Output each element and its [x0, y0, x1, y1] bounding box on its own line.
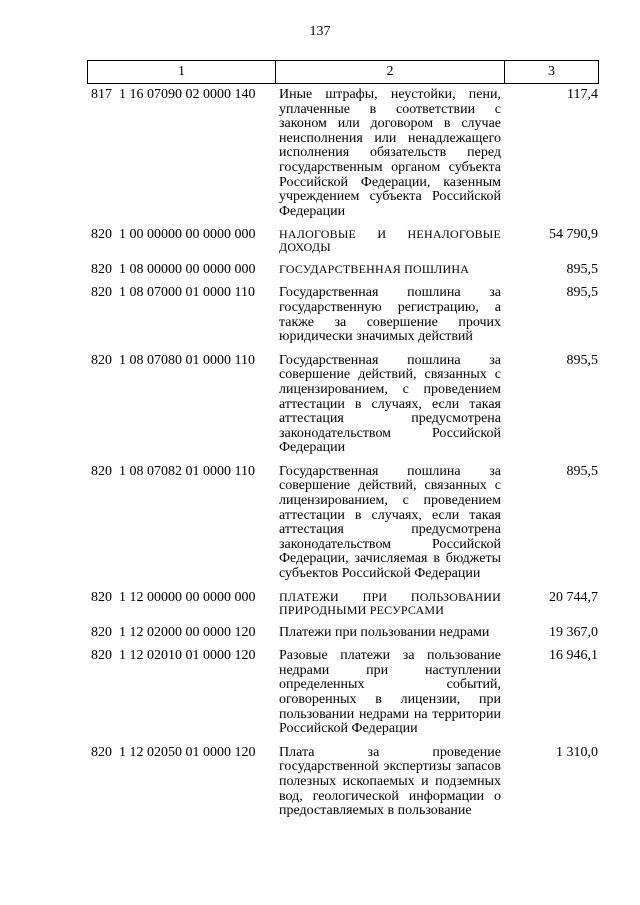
budget-code: 1 12 00000 00 0000 000	[119, 589, 256, 605]
budget-code: 1 08 07000 01 0000 110	[119, 285, 255, 301]
code-cell	[87, 649, 275, 737]
code-cell	[87, 626, 275, 641]
budget-code: 1 12 02050 01 0000 120	[119, 744, 256, 760]
income-name: Государственная пошлина за государственную регистрацию, а также за совершение прочих юридически значимых действий	[279, 285, 501, 345]
amount-cell: 895,5	[566, 262, 598, 278]
code-cell	[87, 286, 275, 344]
admin-code: 820	[91, 648, 112, 664]
admin-code: 820	[91, 227, 112, 243]
table-row	[87, 286, 599, 344]
table-body	[87, 88, 599, 828]
amount-cell: 895,5	[566, 352, 598, 368]
budget-code: 1 16 07090 02 0000 140	[119, 87, 256, 102]
income-name: Государственная пошлина за совершение действий, связанных с лицензированием, с проведением аттестации в случаях, если такая аттестация предусмотрена законодательством Российской Федерации, зачисляемая в бюджеты субъектов Российской Федерации	[279, 463, 501, 582]
code-cell	[87, 228, 275, 254]
code-cell	[87, 591, 275, 617]
code-cell	[87, 88, 275, 219]
amount-cell: 20 744,7	[549, 589, 598, 605]
code-cell	[87, 263, 275, 277]
income-name: Платежи при пользовании недрами	[279, 624, 490, 640]
amount-cell: 895,5	[566, 285, 598, 301]
table-header	[87, 60, 599, 84]
amount-cell: 54 790,9	[549, 227, 598, 243]
amount-cell: 895,5	[566, 463, 598, 479]
income-name: ПЛАТЕЖИ ПРИ ПОЛЬЗОВАНИИ ПРИРОДНЫМИ РЕСУРСАМИ	[279, 589, 501, 617]
table-row	[87, 263, 599, 277]
table-row	[87, 228, 599, 254]
table-row	[87, 591, 599, 617]
table-row	[87, 465, 599, 582]
header-col-2: 2	[276, 61, 505, 83]
budget-code: 1 00 00000 00 0000 000	[119, 227, 256, 243]
admin-code: 820	[91, 589, 112, 605]
header-col-3: 3	[548, 64, 555, 79]
admin-code: 820	[91, 744, 112, 760]
budget-code: 1 08 07082 01 0000 110	[119, 463, 255, 479]
income-name: Разовые платежи за пользование недрами при наступлении определенных событий, оговоренных в лицензии, при пользовании недрами на территории Российской Федерации	[279, 648, 501, 737]
admin-code: 820	[91, 262, 112, 278]
income-name: НАЛОГОВЫЕ И НЕНАЛОГОВЫЕ ДОХОДЫ	[279, 227, 501, 255]
admin-code: 820	[91, 285, 112, 301]
table-row	[87, 626, 599, 641]
code-cell	[87, 465, 275, 582]
budget-code: 1 08 07080 01 0000 110	[119, 352, 255, 368]
budget-code: 1 12 02000 00 0000 120	[119, 624, 256, 640]
code-cell	[87, 354, 275, 456]
income-name: Государственная пошлина за совершение действий, связанных с лицензированием, с проведением аттестации в случаях, если такая аттестация предусмотрена законодательством Российской Федерации	[279, 352, 501, 456]
admin-code: 820	[91, 624, 112, 640]
page-number: 137	[309, 24, 331, 39]
admin-code: 817	[91, 87, 112, 102]
income-name: ГОСУДАРСТВЕННАЯ ПОШЛИНА	[279, 262, 470, 277]
amount-cell: 16 946,1	[549, 648, 598, 664]
table-row	[87, 354, 599, 456]
budget-code: 1 08 00000 00 0000 000	[119, 262, 256, 278]
table-row	[87, 649, 599, 737]
amount-cell: 117,4	[567, 87, 598, 102]
admin-code: 820	[91, 463, 112, 479]
admin-code: 820	[91, 352, 112, 368]
table-row	[87, 746, 599, 819]
table-row	[87, 88, 599, 219]
budget-code: 1 12 02010 01 0000 120	[119, 648, 256, 664]
header-col-1: 1	[88, 61, 276, 83]
amount-cell: 19 367,0	[549, 624, 598, 640]
income-name: Плата за проведение государственной экспертизы запасов полезных ископаемых и подземных вод, геологической информации о предоставляемых в пользование	[279, 744, 501, 819]
income-name: Иные штрафы, неустойки, пени, уплаченные в соответствии с законом или договором в случае неисполнения или ненадлежащего исполнения обязательств перед государственным органом субъекта Российской Федерации, казенным учреждением субъекта Российской Федерации	[279, 87, 501, 219]
code-cell	[87, 746, 275, 819]
amount-cell: 1 310,0	[556, 744, 598, 760]
